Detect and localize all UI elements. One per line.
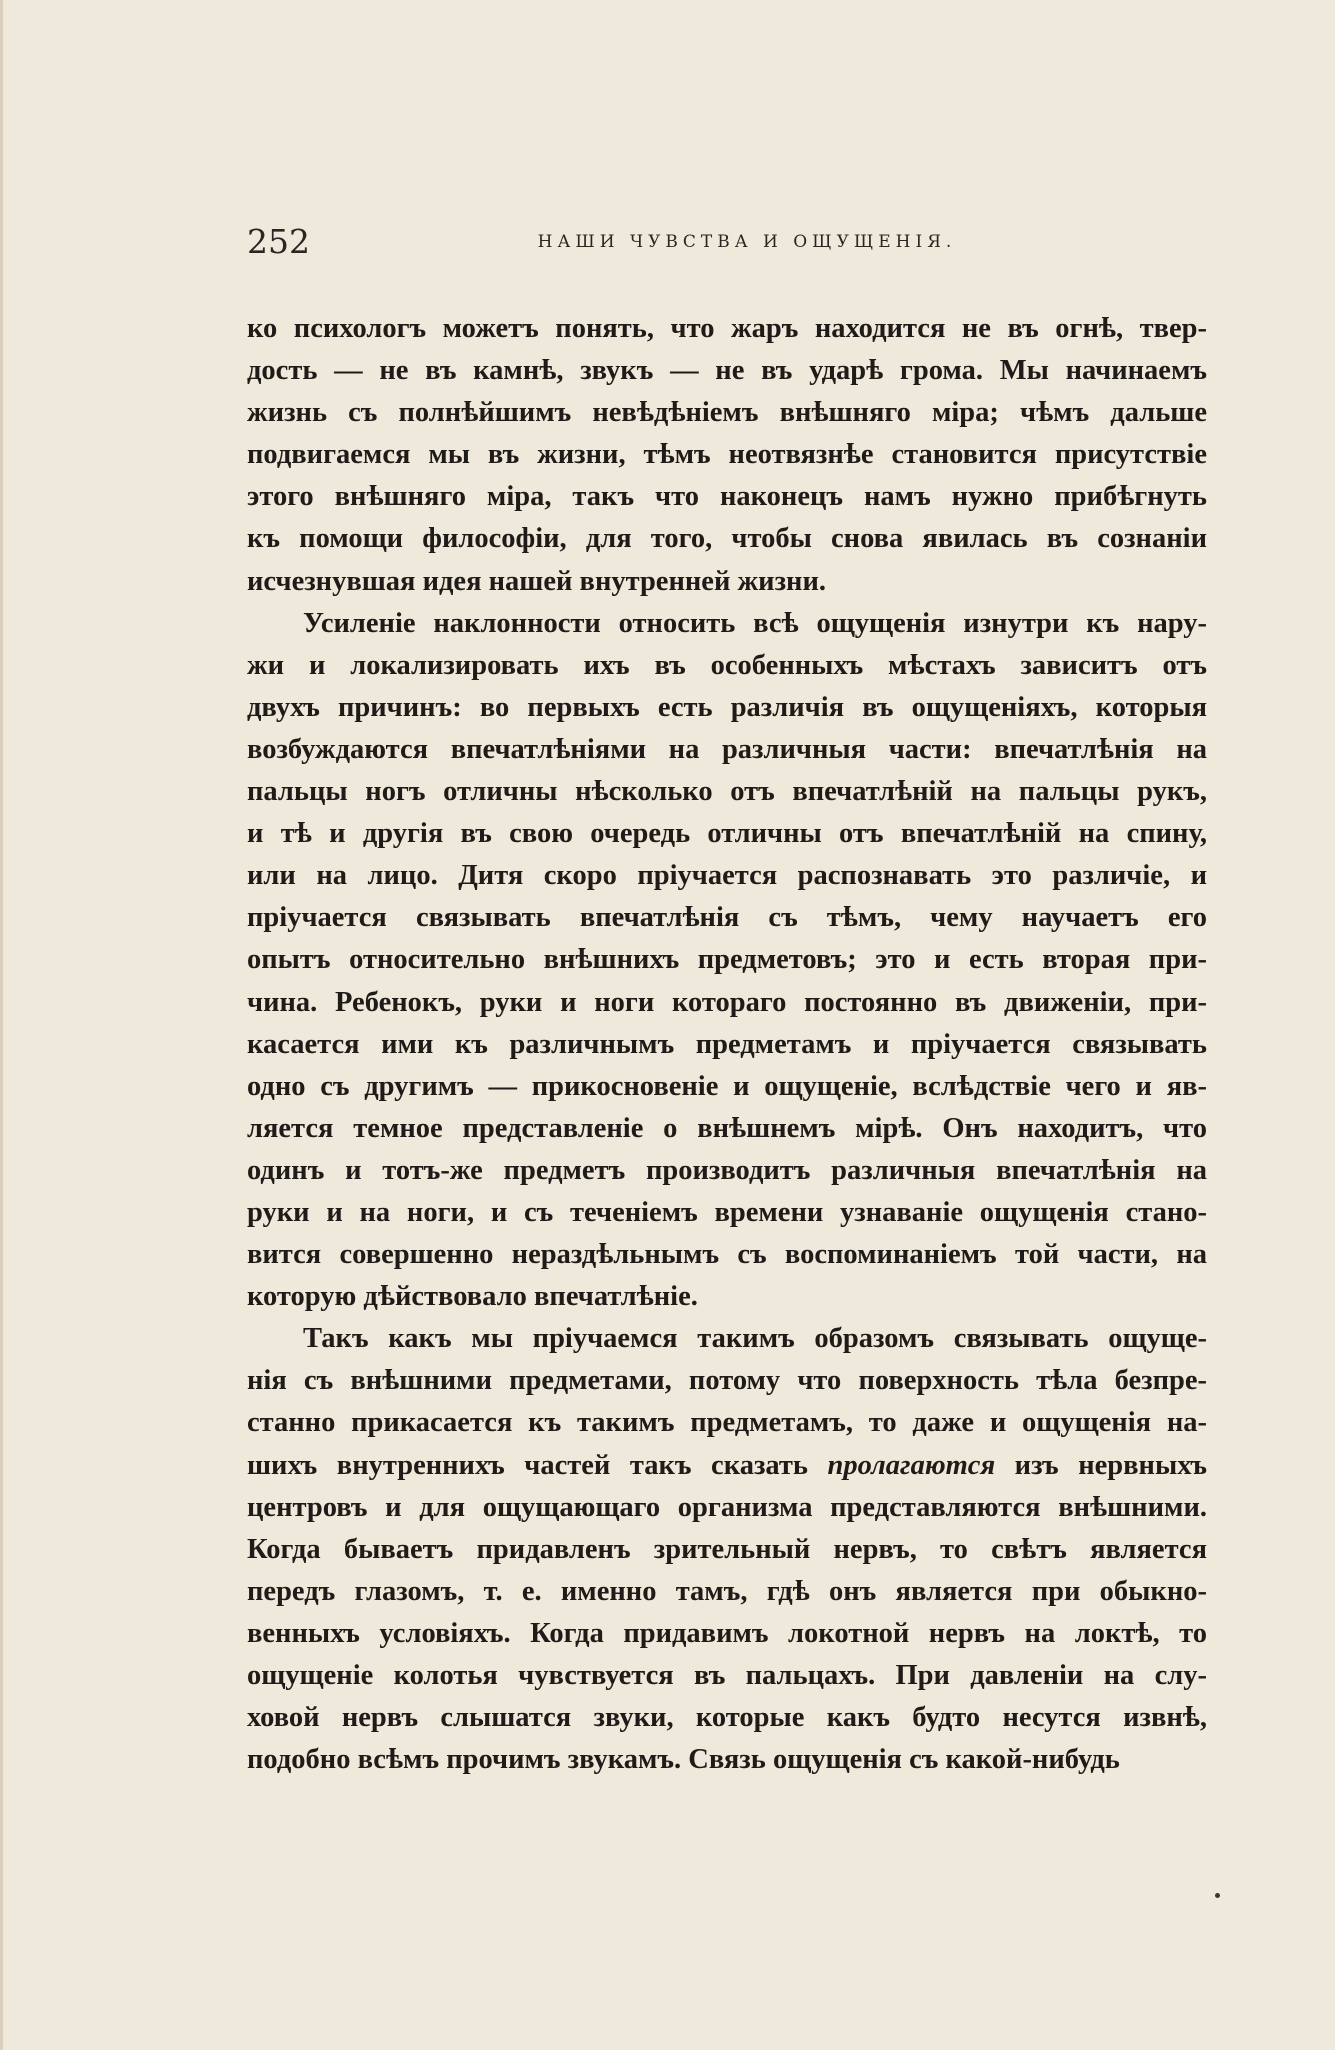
text-line: чина. Ребенокъ, руки и ноги котораго постоянно въ движеніи, при- xyxy=(247,986,1207,1018)
text-line: ховой нервъ слышатся звуки, которые какъ будто несутся извнѣ, xyxy=(247,1702,1207,1734)
text-line: этого внѣшняго міра, такъ что наконецъ намъ нужно прибѣгнуть xyxy=(247,481,1207,513)
text-line: Такъ какъ мы пріучаемся такимъ образомъ связывать ощуще- xyxy=(303,1323,1207,1355)
text-line: венныхъ условіяхъ. Когда придавимъ локотной нервъ на локтѣ, то xyxy=(247,1617,1207,1649)
text-line: подвигаемся мы въ жизни, тѣмъ неотвязнѣе становится присутствіе xyxy=(247,439,1207,471)
italic-word: пролагаются xyxy=(827,1449,996,1481)
text-line: нія съ внѣшними предметами, потому что поверхность тѣла безпре- xyxy=(247,1365,1207,1397)
text-line: ощущеніе колотья чувствуется въ пальцахъ. При давленіи на слу- xyxy=(247,1660,1207,1691)
page-header xyxy=(247,222,1207,262)
text-line: станно прикасается къ такимъ предметамъ, то даже и ощущенія на- xyxy=(247,1407,1207,1439)
text-line: передъ глазомъ, т. е. именно тамъ, гдѣ онъ является при обыкно- xyxy=(247,1575,1207,1607)
text-line: опытъ относительно внѣшнихъ предметовъ; это и есть вторая при- xyxy=(247,944,1207,976)
text-line: жизнь съ полнѣйшимъ невѣдѣніемъ внѣшняго міра; чѣмъ дальше xyxy=(247,397,1207,429)
text-line: подобно всѣмъ прочимъ звукамъ. Связь ощущенія съ какой-нибудь xyxy=(247,1744,1120,1776)
text-line: вится совершенно нераздѣльнымъ съ воспоминаніемъ той части, на xyxy=(247,1239,1207,1271)
text-line: ко психологъ можетъ понять, что жаръ находится не въ огнѣ, твер- xyxy=(247,313,1207,344)
running-head: НАШИ ЧУВСТВА И ОЩУЩЕНІЯ. xyxy=(537,232,957,252)
text-line: или на лицо. Дитя скоро пріучается распознавать это различіе, и xyxy=(247,860,1207,892)
page-number: 252 xyxy=(247,222,310,261)
text-line: и тѣ и другія въ свою очередь отличны отъ впечатлѣній на спину, xyxy=(247,818,1207,850)
text-line: исчезнувшая идея нашей внутренней жизни. xyxy=(247,565,827,597)
text-line xyxy=(247,1445,1207,1487)
text-line: дость — не въ камнѣ, звукъ — не въ ударѣ грома. Мы начинаемъ xyxy=(247,355,1207,387)
text-line: Когда бываетъ придавленъ зрительный нервъ, то свѣтъ является xyxy=(247,1533,1207,1565)
text-line: одно съ другимъ — прикосновеніе и ощущеніе, вслѣдствіе чего и яв- xyxy=(247,1070,1207,1102)
text-line: касается ими къ различнымъ предметамъ и пріучается связывать xyxy=(247,1028,1207,1060)
text-line: жи и локализировать ихъ въ особенныхъ мѣстахъ зависитъ отъ xyxy=(247,649,1207,681)
text-line: пріучается связывать впечатлѣнія съ тѣмъ, чему научаетъ его xyxy=(247,902,1207,934)
text-line: къ помощи философіи, для того, чтобы снова явилась въ сознаніи xyxy=(247,523,1207,555)
text-segment: изъ нервныхъ xyxy=(995,1449,1207,1481)
print-speck xyxy=(1215,1893,1220,1898)
body-text xyxy=(247,308,1207,1781)
text-line: возбуждаются впечатлѣніями на различныя части: впечатлѣнія на xyxy=(247,733,1207,765)
text-line: центровъ и для ощущающаго организма представляются внѣшними. xyxy=(247,1491,1207,1523)
text-line: Усиленіе наклонности относить всѣ ощущенія изнутри къ нару- xyxy=(303,607,1207,639)
text-line: пальцы ногъ отличны нѣсколько отъ впечатлѣній на пальцы рукъ, xyxy=(247,776,1207,808)
text-line: одинъ и тотъ-же предметъ производитъ различныя впечатлѣнія на xyxy=(247,1154,1207,1186)
text-line: которую дѣйствовало впечатлѣніе. xyxy=(247,1281,698,1313)
text-line: ляется темное представленіе о внѣшнемъ мірѣ. Онъ находитъ, что xyxy=(247,1112,1207,1144)
text-line: руки и на ноги, и съ теченіемъ времени узнаваніе ощущенія стано- xyxy=(247,1196,1207,1228)
text-segment: шихъ внутреннихъ частей такъ сказать xyxy=(247,1449,828,1481)
text-line: двухъ причинъ: во первыхъ есть различія въ ощущеніяхъ, которыя xyxy=(247,691,1207,723)
